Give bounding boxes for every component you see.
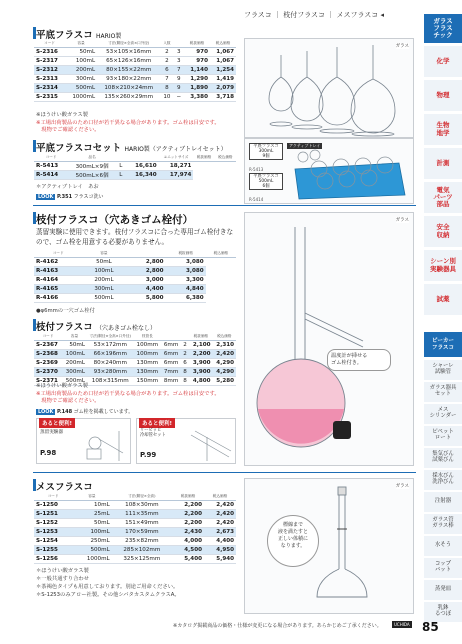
column-header: 税抜価格 bbox=[184, 41, 210, 47]
column-header: 寸法(胴径×全高×口外径) bbox=[87, 334, 134, 340]
sidebar-item[interactable]: 電気 パーツ 部品 bbox=[424, 182, 462, 214]
branch-flask-nostopper-table bbox=[34, 334, 236, 386]
table-cell: 2 bbox=[181, 349, 189, 358]
section-divider bbox=[33, 205, 416, 206]
table-cell: 300mL bbox=[62, 367, 87, 376]
table-cell: 9 bbox=[174, 74, 184, 83]
branch-flask-image bbox=[244, 212, 414, 466]
maker-label: HARIO製 bbox=[96, 33, 122, 40]
table-cell: 130mm bbox=[134, 358, 162, 367]
table-cell: 2 bbox=[160, 47, 173, 56]
price-cell: 2,673 bbox=[204, 527, 236, 536]
branch-flask-note: ●φ6mmの一穴ゴム栓付 bbox=[36, 308, 95, 314]
product-code: S-2317 bbox=[34, 56, 65, 65]
table-cell: 8mm bbox=[161, 376, 181, 385]
table-cell: 53×105×16mm bbox=[97, 47, 160, 56]
section-title-flat-flask: 平底フラスコ HARIO製 bbox=[36, 30, 122, 41]
product-code: S-1252 bbox=[34, 518, 72, 527]
look-page: P.148 bbox=[56, 409, 73, 415]
look-text: ゴム栓を掲載しています。 bbox=[73, 409, 134, 415]
price-cell: 16,340 bbox=[125, 170, 158, 179]
table-cell: 100mL bbox=[62, 349, 87, 358]
note-line: ※ほうけい酸ガラス製 bbox=[36, 383, 88, 389]
table-row bbox=[34, 527, 236, 536]
table-row bbox=[34, 257, 236, 266]
table-cell: 200mL bbox=[65, 65, 97, 74]
price-cell: 2,420 bbox=[204, 500, 236, 509]
sidebar-subitem[interactable]: 乳鉢 るつぼ bbox=[424, 602, 462, 623]
table-cell: 6mm bbox=[161, 340, 181, 349]
price-cell: 2,200 bbox=[172, 518, 204, 527]
sidebar-item[interactable]: 安全 収納 bbox=[424, 216, 462, 248]
table-row bbox=[34, 170, 236, 179]
maker-label: HARIO製（アクティブトレイセット） bbox=[124, 146, 227, 153]
flat-flask-table bbox=[34, 41, 236, 102]
table-row bbox=[34, 56, 236, 65]
table-row bbox=[34, 161, 236, 170]
table-cell: 100mm bbox=[134, 349, 162, 358]
table-cell: 500mL×6個 bbox=[68, 170, 116, 179]
flask-set-table bbox=[34, 155, 236, 180]
column-header: コード bbox=[34, 251, 82, 257]
table-cell: 25mL bbox=[72, 509, 112, 518]
price-cell: 4,950 bbox=[204, 545, 236, 554]
sidebar-subitem[interactable]: ピペット ロート bbox=[424, 426, 462, 447]
sidebar-item[interactable]: 生物 地学 bbox=[424, 114, 462, 146]
table-cell: 151×49mm bbox=[112, 518, 172, 527]
table-cell: 93×280mm bbox=[87, 367, 134, 376]
note-line: 現物でご確認ください。 bbox=[36, 398, 100, 405]
price-cell: 3,300 bbox=[166, 275, 206, 284]
product-code: R-4163 bbox=[34, 266, 82, 275]
convenience-item: 蒸留実験器 bbox=[40, 430, 63, 435]
note-line: 現物でご確認ください。 bbox=[36, 127, 100, 134]
table-cell: 111×35mm bbox=[112, 509, 172, 518]
price-cell: 6,380 bbox=[166, 293, 206, 302]
sidebar-subitem[interactable]: 水そう bbox=[424, 536, 462, 557]
convenience-item: リービッヒ 冷却管セット bbox=[140, 428, 166, 439]
sidebar-item[interactable]: シーン別 実験器具 bbox=[424, 250, 462, 282]
price-cell: 2,420 bbox=[204, 509, 236, 518]
convenience-page: P.98 bbox=[40, 449, 57, 457]
note-line: ※工場出荷製品のため口径が若干異なる場合があります。ゴム栓は目安です。 bbox=[36, 119, 220, 126]
table-cell: 8 bbox=[160, 83, 173, 92]
table-cell: 10 bbox=[160, 92, 173, 101]
column-header: 税込価格 bbox=[213, 334, 236, 340]
product-code: R-5413 bbox=[34, 161, 68, 170]
product-code: S-1255 bbox=[34, 545, 72, 554]
table-cell: 8 bbox=[181, 376, 189, 385]
sidebar-subitem[interactable]: 採水びん 洗浄びん bbox=[424, 470, 462, 491]
note-line: ※工場出荷製品のため口径が若干異なる場合があります。ゴム栓は目安です。 bbox=[36, 390, 220, 397]
set-label-a: 平底フラスコ 300mL 9個 bbox=[249, 143, 283, 160]
table-row bbox=[34, 92, 236, 101]
flask-set-image bbox=[244, 138, 414, 204]
table-cell: 200mL bbox=[82, 275, 125, 284]
table-row bbox=[34, 74, 236, 83]
section-title-branch-flask-nostopper: 枝付フラスコ （穴あきゴム栓なし） bbox=[36, 322, 157, 333]
table-cell: 6mm bbox=[161, 349, 181, 358]
branch-flask-illustration bbox=[245, 213, 415, 467]
price-cell: 3,718 bbox=[210, 92, 236, 101]
table-row bbox=[34, 266, 236, 275]
price-cell: 3,080 bbox=[166, 257, 206, 266]
table-row bbox=[34, 500, 236, 509]
table-row bbox=[34, 518, 236, 527]
table-cell: 285×102mm bbox=[112, 545, 172, 554]
table-cell: 300mL bbox=[65, 74, 97, 83]
convenience-box-liebig[interactable] bbox=[136, 418, 236, 464]
price-cell: 2,100 bbox=[189, 340, 212, 349]
breadcrumb: フラスコ ｜ 枝付フラスコ ｜ メスフラスコ ◂ bbox=[244, 11, 385, 19]
column-header: 容量 bbox=[62, 334, 87, 340]
price-cell: 2,310 bbox=[213, 340, 236, 349]
convenience-box-distiller[interactable] bbox=[36, 418, 131, 464]
price-cell: 2,420 bbox=[204, 518, 236, 527]
stopper-callout: 温度計が挿せる ゴム栓付き。 bbox=[327, 349, 391, 371]
branch-flask-description: 蒸留実験に使用できます。枝付フラスコに合った専用ゴム栓付きなので、ゴム栓を用意する必要がありません。 bbox=[36, 228, 234, 246]
price-cell: 4,500 bbox=[172, 545, 204, 554]
price-cell: 4,290 bbox=[213, 367, 236, 376]
column-header: 寸法(胴径×全高×口外径) bbox=[97, 41, 160, 47]
column-header: コード bbox=[34, 41, 65, 47]
table-cell: 6mm bbox=[161, 358, 181, 367]
look-text: フラスコ洗い bbox=[73, 194, 104, 200]
price-cell: 16,610 bbox=[125, 161, 158, 170]
product-code: R-4162 bbox=[34, 257, 82, 266]
product-code: R-4165 bbox=[34, 284, 82, 293]
note-line: ※ほうけい酸ガラス製 bbox=[36, 112, 88, 118]
table-cell: 65×126×16mm bbox=[97, 56, 160, 65]
branch-flask-table bbox=[34, 251, 236, 303]
line-callout: 標線まで 液を満たすと 正しい体積に なります。 bbox=[267, 515, 319, 567]
glass-tag: ガラス bbox=[395, 484, 409, 489]
product-code: S-1251 bbox=[34, 509, 72, 518]
product-code: S-2371 bbox=[34, 376, 62, 385]
liebig-illustration bbox=[187, 427, 233, 463]
product-code: S-2370 bbox=[34, 367, 62, 376]
product-code: S-2316 bbox=[34, 47, 65, 56]
table-cell: 300mL×9個 bbox=[68, 161, 116, 170]
table-cell: 300mL bbox=[82, 284, 125, 293]
price-cell: 1,067 bbox=[210, 56, 236, 65]
sidebar-subitem[interactable]: メス シリンダー bbox=[424, 404, 462, 425]
tray-label: アクティブトレイ bbox=[289, 143, 321, 148]
table-cell: 50mL bbox=[62, 340, 87, 349]
table-cell: 7mm bbox=[161, 367, 181, 376]
table-cell: 325×125mm bbox=[112, 554, 172, 563]
price-cell: 1,290 bbox=[184, 74, 210, 83]
column-header: 税込価格 bbox=[204, 494, 236, 500]
note-line: ＊S-1253のみアロー社製。その他シバタカスタムクラスA。 bbox=[36, 591, 180, 598]
look-reference-link[interactable] bbox=[36, 408, 133, 415]
table-cell: 250mL bbox=[72, 536, 112, 545]
sidebar-subitem[interactable]: コップ バット bbox=[424, 558, 462, 579]
column-header: 寸法(胴径×全高) bbox=[112, 494, 172, 500]
product-code: S-2313 bbox=[34, 74, 65, 83]
table-row bbox=[34, 47, 236, 56]
column-header: 入数 bbox=[160, 41, 173, 47]
price-cell: 1,890 bbox=[184, 83, 210, 92]
price-cell: 1,067 bbox=[210, 47, 236, 56]
table-cell: 100mm bbox=[134, 340, 162, 349]
table-row bbox=[34, 293, 236, 302]
sidebar-subitem[interactable]: 注射器 bbox=[424, 492, 462, 513]
flask-illustration bbox=[245, 39, 415, 139]
price-cell: 3,900 bbox=[189, 358, 212, 367]
table-cell: 2 bbox=[181, 340, 189, 349]
note-line: ＊茶褐色タイプも用意しております。別途ご用命ください。 bbox=[36, 583, 179, 590]
table-cell: 135×260×29mm bbox=[97, 92, 160, 101]
brand-logo: UCHIDA bbox=[394, 622, 410, 627]
price-cell: 4,800 bbox=[189, 376, 212, 385]
price-cell: 970 bbox=[184, 47, 210, 56]
table-cell: 500mL bbox=[82, 293, 125, 302]
product-code: S-2315 bbox=[34, 92, 65, 101]
sidebar-item[interactable]: 化学 bbox=[424, 46, 462, 78]
set-label-b: 平底フラスコ 500mL 6個 bbox=[249, 173, 283, 190]
table-cell: 80×240mm bbox=[87, 358, 134, 367]
sidebar-subitem[interactable]: ガラス管 ガラス棒 bbox=[424, 514, 462, 535]
column-header: 税抜価格 bbox=[172, 494, 204, 500]
table-cell: 200mL bbox=[62, 358, 87, 367]
column-header: 税抜価格 bbox=[193, 155, 214, 161]
category-sidebar bbox=[424, 14, 462, 630]
convenient-badge: あると便利! bbox=[139, 418, 175, 428]
section-title-volumetric-flask: メスフラスコ bbox=[36, 482, 93, 493]
sidebar-item[interactable]: 計測 bbox=[424, 148, 462, 180]
table-cell: 150mm bbox=[134, 376, 162, 385]
glass-tag: ガラス bbox=[395, 218, 409, 223]
look-page: P.351 bbox=[56, 194, 73, 200]
column-header: 容量 bbox=[82, 251, 125, 257]
sidebar-subitem[interactable]: シャーレ 試験管 bbox=[424, 360, 462, 381]
product-code: S-2312 bbox=[34, 65, 65, 74]
price-cell: 2,200 bbox=[172, 500, 204, 509]
table-cell: 108×210×24mm bbox=[97, 83, 160, 92]
section-title-flask-set: 平底フラスコセット HARIO製（アクティブトレイセット） bbox=[36, 143, 227, 154]
glass-tag: ガラス bbox=[395, 44, 409, 49]
column-header: 税込価格 bbox=[206, 251, 236, 257]
note-line: ＊一般共通すり合わせ bbox=[36, 575, 89, 582]
price-cell: 3,000 bbox=[125, 275, 165, 284]
sidebar-header-glass[interactable]: ガラス フラス チック bbox=[424, 14, 462, 44]
table-row bbox=[34, 367, 236, 376]
table-row bbox=[34, 349, 236, 358]
distiller-illustration bbox=[83, 427, 129, 463]
set-code-b: R-5414 bbox=[249, 197, 264, 202]
table-cell: 3 bbox=[174, 56, 184, 65]
section-divider bbox=[33, 472, 416, 473]
table-row bbox=[34, 536, 236, 545]
product-code: R-4164 bbox=[34, 275, 82, 284]
product-code: S-2369 bbox=[34, 358, 62, 367]
flat-flask-image bbox=[244, 38, 414, 138]
table-cell: 170×59mm bbox=[112, 527, 172, 536]
column-header: 品名 bbox=[68, 155, 116, 161]
convenient-badge: あると便利! bbox=[39, 418, 75, 428]
volumetric-flask-notes bbox=[36, 568, 180, 600]
price-cell: 18,271 bbox=[159, 161, 194, 170]
table-cell: 500mL bbox=[72, 545, 112, 554]
volumetric-flask-image bbox=[244, 478, 414, 614]
page-number: 85 bbox=[422, 620, 439, 634]
price-cell: 4,840 bbox=[166, 284, 206, 293]
note-line: ＊ほうけい酸ガラス製 bbox=[36, 568, 89, 574]
price-cell: 1,140 bbox=[184, 65, 210, 74]
table-row bbox=[34, 358, 236, 367]
volumetric-flask-table bbox=[34, 494, 236, 564]
table-cell: L bbox=[116, 170, 125, 179]
table-cell: − bbox=[174, 92, 184, 101]
table-cell: 50mL bbox=[82, 257, 125, 266]
sidebar-item[interactable]: 物理 bbox=[424, 80, 462, 112]
price-cell: 3,900 bbox=[189, 367, 212, 376]
product-code: S-1254 bbox=[34, 536, 72, 545]
table-cell: 80×155×22mm bbox=[97, 65, 160, 74]
table-cell: 6 bbox=[181, 358, 189, 367]
table-cell: L bbox=[116, 161, 125, 170]
table-cell: 9 bbox=[174, 83, 184, 92]
product-code: S-1256 bbox=[34, 554, 72, 563]
table-cell: 50mL bbox=[65, 47, 97, 56]
table-cell: 100mL bbox=[65, 56, 97, 65]
table-row bbox=[34, 83, 236, 92]
price-cell: 3,380 bbox=[184, 92, 210, 101]
column-header: ユニットサイズ bbox=[159, 155, 194, 161]
table-cell: 100mL bbox=[72, 527, 112, 536]
table-cell: 500mL bbox=[65, 83, 97, 92]
table-cell: 1000mL bbox=[65, 92, 97, 101]
product-code: S-2368 bbox=[34, 349, 62, 358]
title-sub: （穴あきゴム栓なし） bbox=[96, 325, 157, 332]
table-row bbox=[34, 275, 236, 284]
table-cell: 235×82mm bbox=[112, 536, 172, 545]
column-header: 容量 bbox=[65, 41, 97, 47]
price-cell: 17,974 bbox=[159, 170, 194, 179]
table-cell: 500mL bbox=[62, 376, 87, 385]
column-header: 税抜価格 bbox=[189, 334, 212, 340]
sidebar-item[interactable]: 試薬 bbox=[424, 284, 462, 316]
product-code: S-1253 bbox=[34, 527, 72, 536]
price-cell: 5,280 bbox=[213, 376, 236, 385]
price-cell: 5,800 bbox=[125, 293, 165, 302]
table-cell: 93×180×22mm bbox=[97, 74, 160, 83]
set-code-a: R-5413 bbox=[249, 167, 264, 172]
table-cell: 130mm bbox=[134, 367, 162, 376]
price-cell: 2,079 bbox=[210, 83, 236, 92]
convenience-page: P.99 bbox=[140, 451, 157, 459]
column-header: 税込価格 bbox=[215, 155, 236, 161]
price-cell: 5,400 bbox=[172, 554, 204, 563]
table-cell: 108×315mm bbox=[87, 376, 134, 385]
column-header: コード bbox=[34, 494, 72, 500]
table-cell: 7 bbox=[160, 74, 173, 83]
price-cell: 2,200 bbox=[189, 349, 212, 358]
look-badge: LOOK bbox=[38, 194, 54, 200]
table-row bbox=[34, 545, 236, 554]
price-cell: 2,420 bbox=[213, 349, 236, 358]
branch-flask-nostopper-notes bbox=[36, 383, 220, 406]
column-header: 税込価格 bbox=[210, 41, 236, 47]
table-cell: 7 bbox=[174, 65, 184, 74]
footnote: ※カタログ掲載商品の価格・仕様が変更になる場合があります。あらかじめご了承ください。 bbox=[173, 623, 382, 629]
price-cell: 4,000 bbox=[172, 536, 204, 545]
look-reference-link[interactable] bbox=[36, 193, 104, 200]
look-badge: LOOK bbox=[38, 409, 54, 415]
table-row bbox=[34, 340, 236, 349]
table-cell: 6 bbox=[160, 65, 173, 74]
price-cell: 4,290 bbox=[213, 358, 236, 367]
price-cell: 2,200 bbox=[172, 509, 204, 518]
price-cell: 3,080 bbox=[166, 266, 206, 275]
product-code: R-5414 bbox=[34, 170, 68, 179]
price-cell: 970 bbox=[184, 56, 210, 65]
table-cell: 2 bbox=[160, 56, 173, 65]
price-cell: 2,430 bbox=[172, 527, 204, 536]
flask-set-note: ＊アクティブトレイ あお bbox=[36, 184, 99, 190]
price-cell: 1,254 bbox=[210, 65, 236, 74]
column-header: 容量 bbox=[72, 494, 112, 500]
table-row bbox=[34, 284, 236, 293]
column-header: コード bbox=[34, 334, 62, 340]
sidebar-subitem[interactable]: 集気びん 試薬びん bbox=[424, 448, 462, 469]
table-row bbox=[34, 65, 236, 74]
flat-flask-notes bbox=[36, 112, 220, 135]
table-cell: 8 bbox=[181, 367, 189, 376]
sidebar-item-beaker-flask[interactable]: ビーカー フラスコ bbox=[424, 332, 462, 358]
price-cell: 2,800 bbox=[125, 257, 165, 266]
table-cell: 53×172mm bbox=[87, 340, 134, 349]
product-code: S-1250 bbox=[34, 500, 72, 509]
column-header: 税抜価格 bbox=[166, 251, 206, 257]
sidebar-subitem[interactable]: ガラス器具 セット bbox=[424, 382, 462, 403]
table-cell: 3 bbox=[174, 47, 184, 56]
table-cell: 50mL bbox=[72, 518, 112, 527]
table-row bbox=[34, 554, 236, 563]
section-title-branch-flask: 枝付フラスコ（穴あきゴム栓付） bbox=[36, 214, 194, 226]
table-cell: 66×196mm bbox=[87, 349, 134, 358]
table-cell: 108×30mm bbox=[112, 500, 172, 509]
price-cell: 2,800 bbox=[125, 266, 165, 275]
column-header: 枝管長 bbox=[134, 334, 162, 340]
table-cell: 100mL bbox=[82, 266, 125, 275]
column-header: コード bbox=[34, 155, 68, 161]
product-code: R-4166 bbox=[34, 293, 82, 302]
product-code: S-2367 bbox=[34, 340, 62, 349]
product-code: S-2314 bbox=[34, 83, 65, 92]
price-cell: 4,400 bbox=[204, 536, 236, 545]
sidebar-subitem[interactable]: 蒸発皿 bbox=[424, 580, 462, 601]
price-cell: 5,940 bbox=[204, 554, 236, 563]
price-cell: 4,400 bbox=[125, 284, 165, 293]
table-row bbox=[34, 509, 236, 518]
table-cell: 10mL bbox=[72, 500, 112, 509]
table-cell: 1000mL bbox=[72, 554, 112, 563]
price-cell: 1,419 bbox=[210, 74, 236, 83]
tray-illustration bbox=[289, 149, 409, 201]
